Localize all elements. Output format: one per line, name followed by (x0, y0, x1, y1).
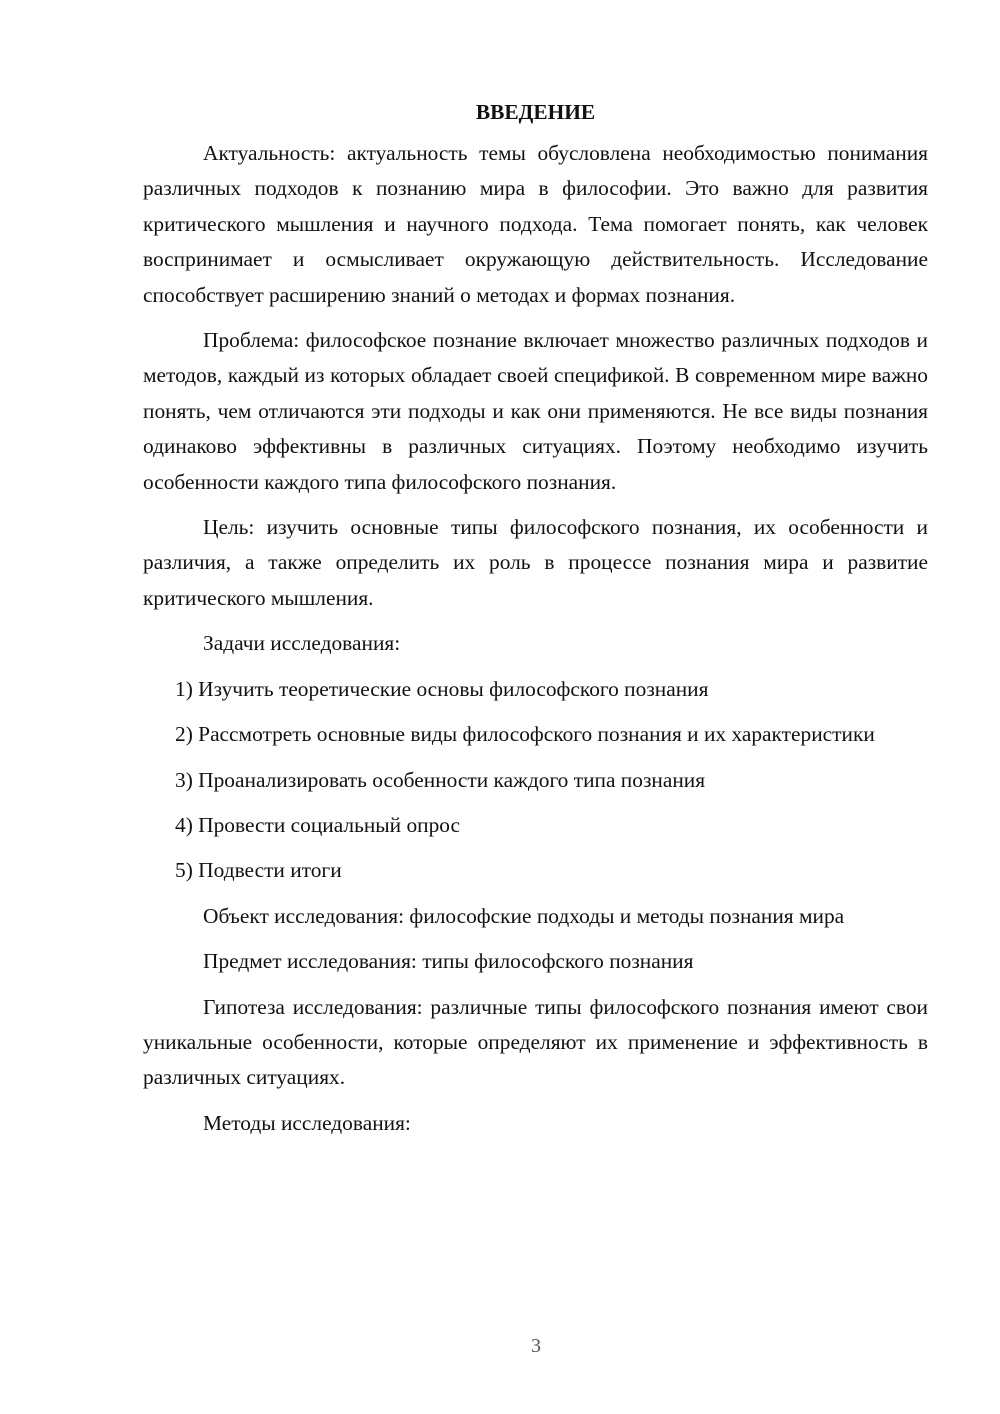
section-heading: ВВЕДЕНИЕ (475, 100, 596, 124)
task-item-1: 1) Изучить теоретические основы философского познания (175, 676, 709, 701)
task-item-5: 5) Подвести итоги (175, 858, 342, 883)
subject-paragraph: Предмет исследования: типы философского познания (203, 949, 694, 974)
task-item-4: 4) Провести социальный опрос (175, 812, 461, 837)
object-paragraph: Объект исследования: философские подходы и методы познания мира (203, 903, 845, 928)
tasks-heading: Задачи исследования: (203, 631, 401, 656)
task-item-2: 2) Рассмотреть основные виды философского познания и их характеристики (175, 722, 875, 747)
problem-paragraph: Проблема: философское познание включает множество различных подходов и методов, каждый из которых обладает своей спецификой. В современном мире важно понять, чем отличаются эти подходы и как они применяются. Не все виды познания одинаково эффективны в различных ситуациях. Поэтому необходимо изучить особенности каждого типа философского познания. (143, 328, 928, 494)
page-body (143, 98, 928, 1141)
task-item-3: 3) Проанализировать особенности каждого типа познания (175, 767, 706, 792)
page-number: 3 (531, 1335, 541, 1357)
hypothesis-paragraph: Гипотеза исследования: различные типы философского познания имеют свои уникальные особенности, которые определяют их применение и эффективность в различных ситуациях. (143, 994, 928, 1090)
methods-paragraph: Методы исследования: (203, 1110, 411, 1135)
relevance-paragraph: Актуальность: актуальность темы обусловлена необходимостью понимания различных подходов к познанию мира в философии. Это важно для развития критического мышления и научного подхода. Тема помогает понять, как человек воспринимает и осмысливает окружающую действительность. Исследование способствует расширению знаний о методах и формах познания. (143, 141, 928, 307)
goal-paragraph: Цель: изучить основные типы философского познания, их особенности и различия, а также определить их роль в процессе познания мира и развитие критического мышления. (143, 515, 928, 610)
